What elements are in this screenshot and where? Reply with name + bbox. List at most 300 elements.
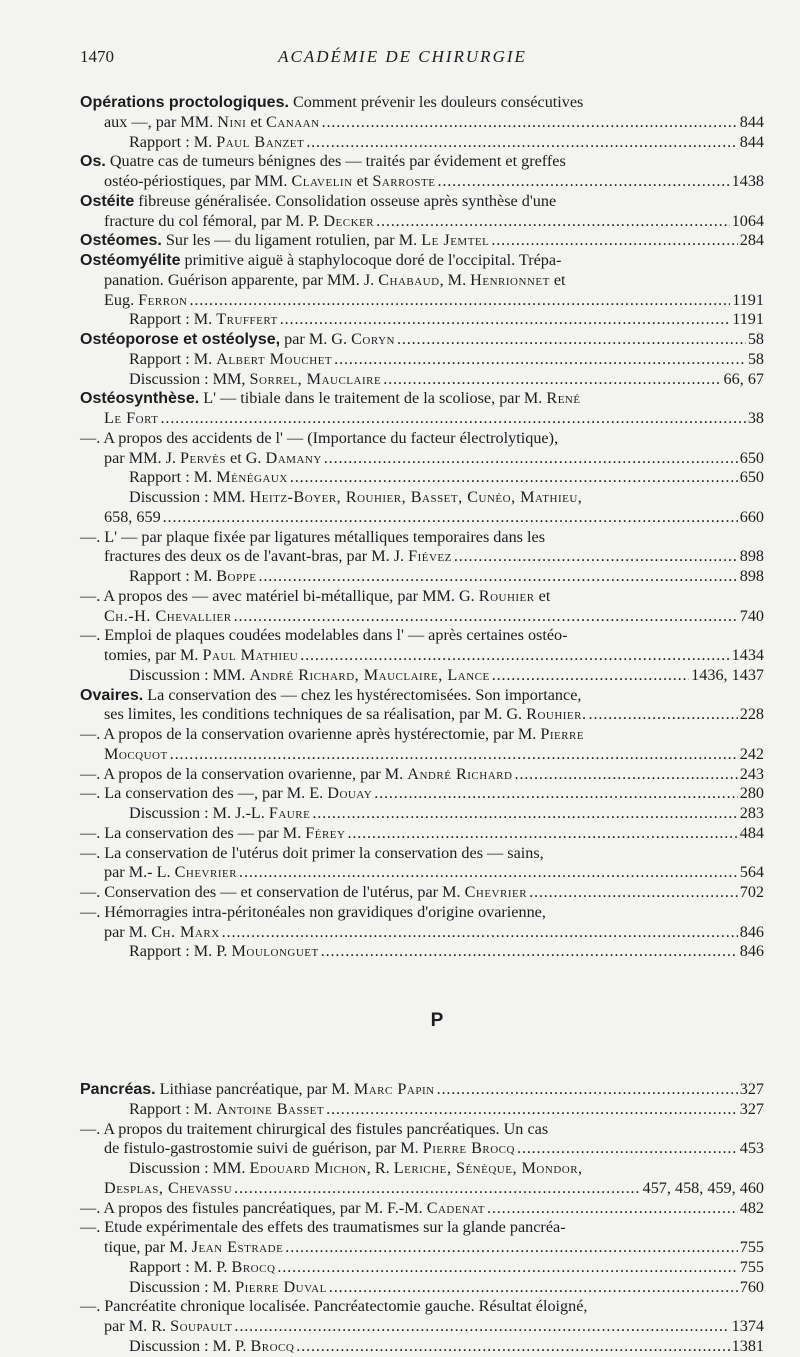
entry-phrase: Rapport : M. [129,567,217,585]
dot-leader [258,567,737,587]
author-name: Henrionnet [470,270,550,289]
dot-leader [347,824,737,844]
entry-phrase: —. Hémorragies intra-péritonéales non gravidiques d'origine ovarienne, [80,902,546,921]
entry-text [104,113,320,133]
index-line [80,192,764,212]
entry-text [80,429,558,447]
dot-leader [334,350,746,370]
entry-text [129,1278,327,1298]
entry-text [80,765,512,785]
index-line [80,1258,764,1278]
entry-text [129,488,582,506]
index-line [80,212,764,232]
entry-phrase: fracture du col fémoral, par M. P. [104,211,324,230]
entry-phrase: —. A propos du traitement chirurgical des fistules pancréatiques. Un cas [80,1119,549,1138]
dot-leader [376,212,730,232]
page-reference: 650 [739,448,764,467]
page-reference: 702 [739,883,764,901]
index-line [80,804,764,824]
index-line [80,133,764,153]
index-line [80,1337,764,1357]
dot-leader [383,370,721,390]
headword: Os. [80,153,106,171]
entry-phrase: —. A propos des — avec matériel bi-métallique, par MM. G. [80,586,479,605]
entry-text [80,330,395,350]
index-line [80,745,764,765]
entry-phrase: par M.- L. [104,863,175,882]
entry-text [104,1139,515,1159]
entry-phrase: et [352,172,373,190]
page-reference: 453 [739,1139,764,1158]
entry-text [80,725,584,743]
author-name: Truffert [216,310,278,329]
author-name: Decker [323,211,375,230]
author-name: Mocquot [104,744,168,763]
entry-text [104,449,322,469]
index-line [80,488,764,508]
entry-phrase: Rapport : M. [129,468,217,487]
author-name: Brocq [250,1336,295,1355]
page-reference: 58 [747,349,764,368]
entry-text [104,271,566,289]
index-line [80,468,764,488]
page-reference: 564 [739,863,764,882]
entry-phrase: Lithiase pancréatique, par M. [155,1080,354,1098]
author-name: Ménégaux [216,468,288,487]
entry-phrase: Rapport : M. P. [129,942,232,961]
dot-leader [492,666,689,686]
index-line [80,1317,764,1337]
entry-phrase: Rapport : M. [129,310,217,329]
index-line [80,646,764,666]
author-name: Chabaud [378,270,440,289]
page-reference: 650 [739,468,764,487]
entry-phrase: —. Etude expérimentale des effets des traumatismes sur la glande pancréa- [80,1218,566,1237]
index-line [80,626,764,646]
entry-phrase: L' — tibiale dans le traitement de la scoliose, par M. [199,389,547,408]
entry-phrase: primitive aiguë à staphylocoque doré de l'occipital. Trépa- [180,251,562,269]
page-reference: 327 [739,1080,764,1098]
dot-leader [189,291,730,311]
entry-phrase: —. Emploi de plaques coudées modelables dans l' — après certaines ostéo- [80,626,568,645]
author-name: Canaan [266,112,320,131]
entry-phrase: par M. [104,922,152,941]
entry-text [129,370,381,390]
page-header [80,47,725,75]
dot-leader [491,231,737,251]
headword: Ostéite [80,192,135,210]
author-name: Pierre [540,725,585,743]
dot-leader [437,1080,738,1100]
index-line [80,903,764,923]
author-name: Le Fort [104,409,159,427]
entry-text [80,389,581,407]
dot-leader [285,1238,737,1258]
entry-phrase: , M. [439,270,471,289]
entry-text [80,1297,587,1315]
author-name: Cadenat [426,1198,485,1217]
page-reference: 1191 [732,290,764,309]
author-name: Paul Banzet [216,132,305,151]
index-line [80,251,764,271]
index-entries [80,93,764,1357]
author-name: Heitz-Boyer, Rouhier, Basset, Cunéo, Mathieu, [249,488,583,506]
dot-leader [161,409,746,429]
dot-leader [326,1100,738,1120]
index-line [80,686,764,706]
index-line [80,666,764,686]
page-reference: 1436, 1437 [691,665,764,684]
page-reference: 755 [739,1238,764,1256]
author-name: Clavelin [291,172,353,190]
dot-leader [329,1278,738,1298]
entry-phrase: ostéo-périostiques, par MM. [104,172,292,190]
page-reference: 1374 [731,1317,764,1335]
entry-text [80,824,345,844]
entry-phrase: Discussion : MM. [129,488,250,506]
dot-leader [234,1179,640,1199]
page-reference: 228 [739,705,764,724]
entry-phrase: et [549,270,566,289]
entry-text [104,172,435,192]
index-line [80,844,764,864]
entry-text [80,528,545,546]
entry-phrase: fractures des deux os de l'avant-bras, par M. J. [104,547,409,566]
author-name: André Richard, Mauclaire, Lance [249,665,490,684]
author-name: Sorrel, Mauclaire [249,369,382,388]
page-reference: 1191 [732,310,764,329]
entry-text [80,626,568,644]
index-line [80,271,764,291]
entry-text [129,1100,324,1120]
dot-leader [437,172,729,192]
page-reference: 660 [739,507,764,526]
entry-phrase: 658, 659 [104,507,161,526]
author-name: Soupault [170,1317,233,1335]
author-name: Sarroste [372,172,436,190]
author-name: Marc Papin [353,1080,435,1098]
entry-text [104,547,452,567]
index-line [80,1080,764,1100]
index-line [80,1139,764,1159]
author-name: Chevrier [464,883,528,901]
page-reference: 846 [739,942,764,961]
index-line [80,1238,764,1258]
author-name: Damany [265,448,322,467]
entry-text [80,903,546,921]
entry-text [104,1179,232,1199]
page-reference: 66, 67 [723,369,764,388]
entry-text [129,666,490,686]
entry-phrase: Quatre cas de tumeurs bénignes des — traités par évidement et greffes [105,152,566,171]
entry-phrase: —. La conservation des — par M. [80,823,306,842]
entry-phrase: Discussion : M. P. [129,1336,251,1355]
index-line [80,784,764,804]
entry-text [80,251,561,269]
entry-phrase: ses limites, les conditions techniques de sa réalisation, par M. G. [104,705,527,724]
index-line [80,508,764,528]
entry-phrase: Sur les — du ligament rotulien, par M. [161,231,422,250]
entry-phrase: Discussion : MM. [129,1159,250,1177]
index-line [80,607,764,627]
entry-phrase: —. A propos des fistules pancréatiques, par M. F.-M. [80,1198,427,1217]
index-line [80,1199,764,1219]
dot-leader [517,1139,738,1159]
entry-text [80,93,583,111]
dot-leader [589,705,738,725]
entry-text [80,844,544,862]
author-name: Leriche, Sénèque, Mondor, [393,1159,583,1177]
headword: Pancréas. [80,1081,156,1098]
entry-phrase: fibreuse généralisée. Consolidation osseuse après synthèse d'une [134,191,557,210]
dot-leader [170,745,738,765]
entry-phrase: —. A propos de la conservation ovarienne après hystérectomie, par M. [80,725,541,743]
entry-text [80,192,556,210]
index-line [80,705,764,725]
page-reference: 482 [739,1198,764,1217]
entry-phrase: —. Pancréatite chronique localisée. Pancréatectomie gauche. Résultat éloigné, [80,1297,588,1316]
entry-phrase: Discussion : MM, [129,369,250,388]
entry-text [80,1120,548,1138]
page-reference: 38 [747,409,764,427]
page-reference: 760 [739,1277,764,1296]
page-reference: 242 [739,744,764,763]
entry-phrase: et G. [225,448,266,467]
page-reference: 280 [739,784,764,803]
headword: Ovaires. [80,686,144,704]
entry-phrase: —. L' — par plaque fixée par ligatures métalliques temporaires dans les [80,527,546,546]
entry-phrase: —. A propos de la conservation ovarienne, par M. [80,764,408,783]
page-reference: 898 [739,567,764,585]
entry-text [104,745,168,765]
dot-leader [277,1258,737,1278]
dot-leader [312,804,737,824]
page-reference: 283 [739,804,764,822]
entry-text [129,310,278,330]
page-reference: 740 [739,606,764,625]
page-reference: 755 [739,1257,764,1276]
index-line [80,409,764,429]
entry-text [80,152,566,170]
author-name: René [546,389,581,408]
index-line [80,1297,764,1317]
dot-leader [529,883,738,903]
entry-text [129,1159,583,1177]
index-line [80,1159,764,1179]
dot-leader [222,923,738,943]
index-line [80,172,764,192]
headword: Ostéomes. [80,232,162,250]
author-name: Antoine Basset [216,1099,325,1118]
entry-text [104,212,374,232]
entry-phrase: et [246,112,267,131]
author-name: Ferron [138,290,188,309]
entry-phrase: aux —, par MM. [104,112,218,131]
page-reference: 846 [739,922,764,941]
author-name: Rouhier [478,586,535,605]
headword: Ostéoporose et ostéolyse, [80,331,281,348]
index-line [80,152,764,172]
entry-phrase: —. Conservation des — et conservation de l'utérus, par M. [80,883,465,901]
entry-phrase: Rapport : M. [129,132,217,151]
index-line [80,883,764,903]
entry-phrase: —. La conservation des —, par M. E. [80,784,328,803]
page-reference: 284 [739,231,764,250]
entry-text [104,646,298,666]
entry-phrase: Eug. [104,290,139,309]
entry-phrase: et [534,586,551,605]
author-name: Paul Mathieu [202,646,299,664]
entry-phrase: de fistulo-gastrostomie suivi de guérison, par M. [104,1139,423,1158]
dot-leader [324,449,738,469]
author-name: Faure [268,804,311,822]
entry-phrase: Rapport : M. [129,1099,217,1118]
entry-phrase: Rapport : M. P. [129,1257,232,1276]
page-reference: 243 [739,764,764,783]
dot-leader [234,1317,729,1337]
entry-phrase: par M. G. [280,330,352,348]
index-line [80,330,764,350]
index-line [80,1120,764,1140]
entry-text [80,231,489,251]
index-line [80,547,764,567]
index-line [80,863,764,883]
author-name: Pierre Brocq [422,1139,515,1158]
section-letter: P [430,1010,444,1031]
page-reference: 1438 [731,172,764,190]
entry-text [80,1080,435,1100]
entry-phrase: , R. [366,1159,394,1177]
dot-leader [239,863,738,883]
author-name: Le Jemtel [421,231,490,250]
entry-phrase: —. La conservation de l'utérus doit primer la conservation des — sains, [80,843,544,862]
index-line [80,291,764,311]
headword: Ostéosynthèse. [80,390,200,408]
entry-text [104,409,159,429]
dot-leader [290,468,738,488]
page-reference: 844 [739,112,764,131]
entry-text [104,863,237,883]
entry-phrase: Comment prévenir les douleurs consécutives [288,93,584,111]
index-line [80,429,764,449]
entry-phrase: tomies, par M. [104,646,203,664]
index-line [80,824,764,844]
index-line [80,1179,764,1199]
page-reference: 844 [739,132,764,151]
dot-leader [296,1337,729,1357]
entry-text [104,705,587,725]
index-line [80,923,764,943]
author-name: Coryn [351,330,395,348]
page-reference: 1381 [731,1336,764,1355]
author-name: Nini [217,112,247,131]
author-name: Ch.-H. Chevallier [104,606,232,625]
entry-text [104,508,161,528]
headword: Opérations proctologiques. [80,94,289,111]
entry-phrase: par M. R. [104,1317,171,1335]
author-name: Pierre Duval [235,1277,327,1296]
author-name: Brocq [231,1257,276,1276]
author-name: André Richard [407,764,513,783]
entry-text [104,923,220,943]
entry-text [129,942,319,962]
entry-text [80,1218,566,1236]
entry-text [104,607,232,627]
index-line [80,1100,764,1120]
entry-phrase: par MM. J. [104,448,180,467]
dot-leader [454,547,738,567]
entry-text [80,784,372,804]
entry-phrase: —. A propos des accidents de l' — (Importance du facteur électrolytique), [80,428,559,447]
entry-text [80,883,527,903]
dot-leader [487,1199,738,1219]
page-reference: 1064 [731,211,764,230]
dot-leader [163,508,738,528]
entry-phrase: tique, par M. [104,1238,192,1256]
page-reference: 898 [739,547,764,566]
entry-text [80,1199,485,1219]
author-name: Ch. Marx [151,922,220,941]
author-name: Fiévez [408,547,452,566]
dot-leader [322,113,738,133]
index-line [80,1218,764,1238]
page-reference: 484 [739,823,764,842]
author-name: Douay [327,784,373,803]
author-name: Boppe [216,567,257,585]
dot-leader [397,330,746,350]
entry-phrase: Discussion : M. [129,1277,236,1296]
author-name: Chevrier [174,863,238,882]
dot-leader [300,646,729,666]
author-name: Jean Estrade [191,1238,284,1256]
page-reference: 457, 458, 459, 460 [642,1178,764,1197]
page-reference: 58 [747,330,764,348]
dot-leader [321,942,738,962]
page-reference: 327 [739,1099,764,1118]
author-name: Moulonguet [231,942,319,961]
index-line [80,231,764,251]
index-line [80,93,764,113]
entry-text [104,1317,232,1337]
author-name: Albert Mouchet [216,349,333,368]
author-name: Férey [305,823,346,842]
author-name: Edouard Michon [249,1159,367,1177]
author-name: Rouhier. [526,705,587,724]
index-line [80,1278,764,1298]
dot-leader [374,784,738,804]
entry-phrase: Discussion : M. J.-L. [129,804,269,822]
entry-text [129,1258,275,1278]
index-line [80,370,764,390]
index-line [80,449,764,469]
index-line [80,942,764,962]
index-line [80,113,764,133]
running-title: ACADÉMIE DE CHIRURGIE [278,47,527,66]
index-line [80,310,764,330]
entry-text [129,567,256,587]
entry-text [129,804,310,824]
entry-phrase: Rapport : M. [129,349,217,368]
entry-text [129,133,304,153]
headword: Ostéomyélite [80,252,181,269]
author-name: Desplas, Chevassu [104,1178,233,1197]
entry-text [104,1238,283,1258]
index-line [80,765,764,785]
entry-phrase: La conservation des — chez les hystérectomisées. Son importance, [143,685,582,704]
index-line [80,587,764,607]
page-number: 1470 [80,47,114,66]
dot-leader [234,607,738,627]
